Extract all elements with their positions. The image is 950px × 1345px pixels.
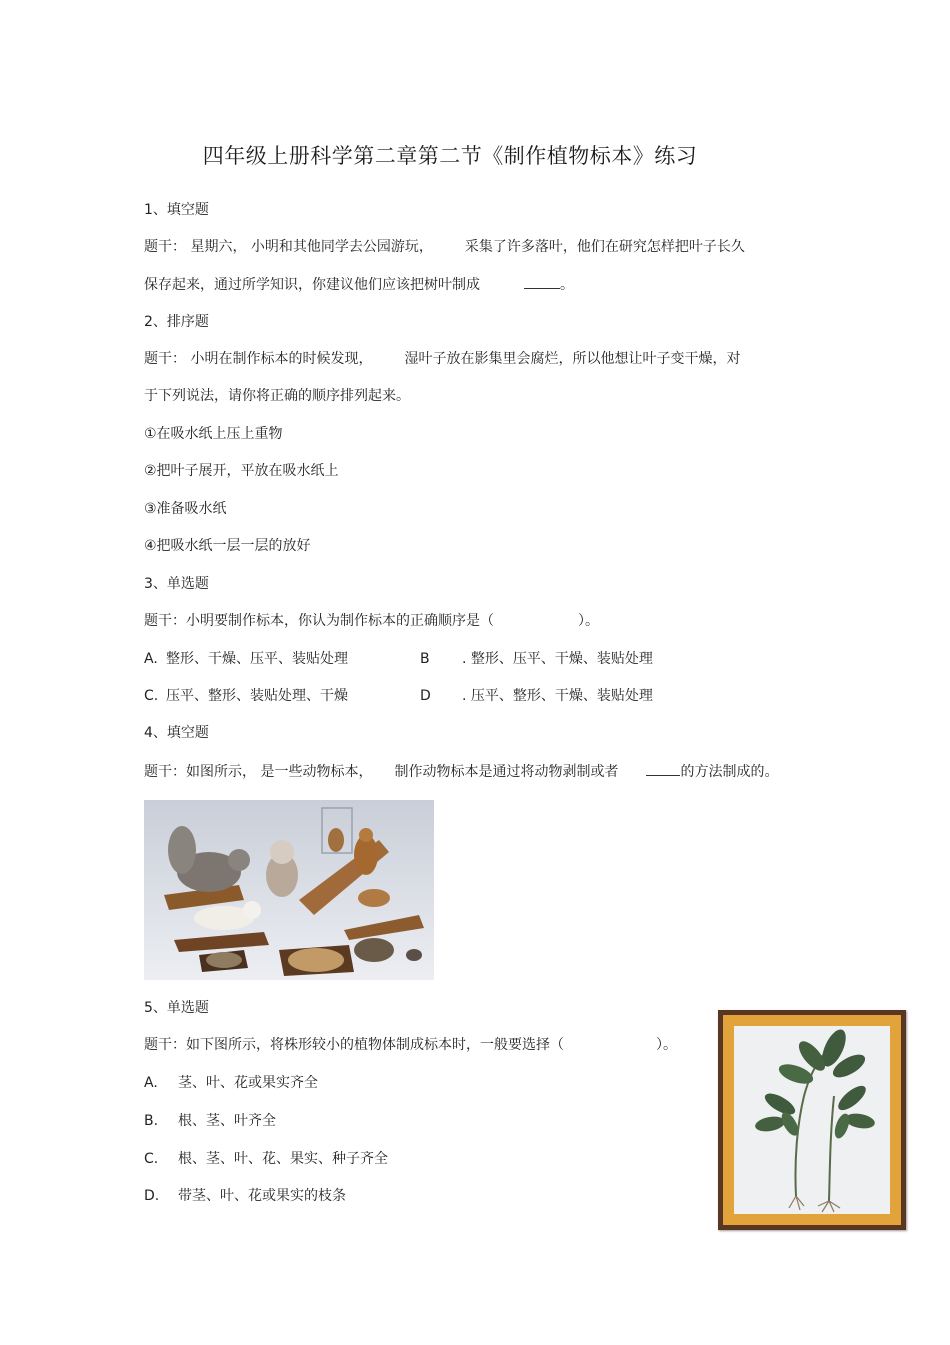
question-1-stem-part-3: 保存起来，通过所学知识，你建议他们应该把树叶制成 [144,277,480,293]
sort-item-2: ②把叶子展开，平放在吸水纸上 [144,463,339,479]
option-c-letter[interactable]: C. [144,688,159,704]
option-c-text: 压平、整形、装贴处理、干燥 [166,688,348,704]
option-c-letter[interactable]: C. [144,1151,159,1167]
option-a-text: 整形、干燥、压平、装贴处理 [166,651,348,667]
question-5-stem-text: 题干：如下图所示，将株形较小的植物体制成标本时，一般要选择（ [144,1037,564,1053]
option-b-text: 根、茎、叶齐全 [178,1113,276,1129]
question-2-stem-part-1: 题干： 小明在制作标本的时候发现， [144,351,373,367]
sort-item-4: ④把吸水纸一层一层的放好 [144,538,311,554]
option-c-text: 根、茎、叶、花、果实、种子齐全 [178,1151,388,1167]
question-1-stem-part-2: 采集了许多落叶，他们在研究怎样把叶子长久 [464,239,745,255]
option-d-text: 带茎、叶、花或果实的枝条 [178,1188,346,1204]
question-4-stem [144,761,778,782]
question-3-stem-end: ）。 [578,613,599,629]
answer-blank[interactable] [524,274,560,289]
option-b-letter[interactable]: B. [144,1113,159,1129]
question-2-stem-line-2: 于下列说法，请你将正确的顺序排列起来。 [144,388,410,404]
option-d-letter[interactable]: D [420,688,431,704]
option-b-letter[interactable]: B [420,651,430,667]
option-a-letter[interactable]: A. [144,651,158,667]
option-a-letter[interactable]: A. [144,1075,158,1091]
question-1-label: 1、填空题 [144,202,209,218]
sort-item-3: ③准备吸水纸 [144,501,227,517]
question-3-label: 3、单选题 [144,576,209,592]
question-5-stem [144,1035,677,1055]
option-b-text: . 整形、压平、干燥、装贴处理 [462,651,653,667]
plant-specimen-frame [718,1010,906,1230]
plant-specimen-illustration [734,1026,890,1214]
question-3-stem-text: 题干：小明要制作标本，你认为制作标本的正确顺序是（ [144,613,494,629]
page-title: 四年级上册科学第二章第二节《制作植物标本》练习 [202,144,698,168]
question-4-label: 4、填空题 [144,725,209,741]
option-d-letter[interactable]: D. [144,1188,160,1204]
question-5-label: 5、单选题 [144,1000,209,1016]
question-1-stem-end: 。 [560,277,574,293]
question-4-stem-end: 的方法制成的。 [680,764,779,780]
answer-blank[interactable] [646,761,680,776]
question-1-stem-line-2 [144,274,574,295]
question-4-stem-part-2: 制作动物标本是通过将动物剥制或者 [394,764,619,780]
question-3-stem [144,611,599,631]
question-2-stem-part-2: 湿叶子放在影集里会腐烂，所以他想让叶子变干燥，对 [404,351,741,367]
sort-item-1: ①在吸水纸上压上重物 [144,426,283,442]
animal-specimens-photo [144,800,434,980]
animal-specimens-illustration [144,800,434,980]
question-1-stem-part-1: 题干： 星期六， 小明和其他同学去公园游玩， [144,239,433,255]
plant-specimen-picture [734,1026,890,1214]
question-2-stem-line-1 [144,349,740,369]
frame-mat [723,1015,901,1225]
option-d-text: . 压平、整形、干燥、装贴处理 [462,688,653,704]
question-5-stem-end: ）。 [656,1037,677,1053]
question-1-stem-line-1 [144,237,745,257]
option-a-text: 茎、叶、花或果实齐全 [178,1075,318,1091]
question-2-label: 2、排序题 [144,314,209,330]
question-4-stem-part-1: 题干：如图所示， 是一些动物标本， [144,764,373,780]
